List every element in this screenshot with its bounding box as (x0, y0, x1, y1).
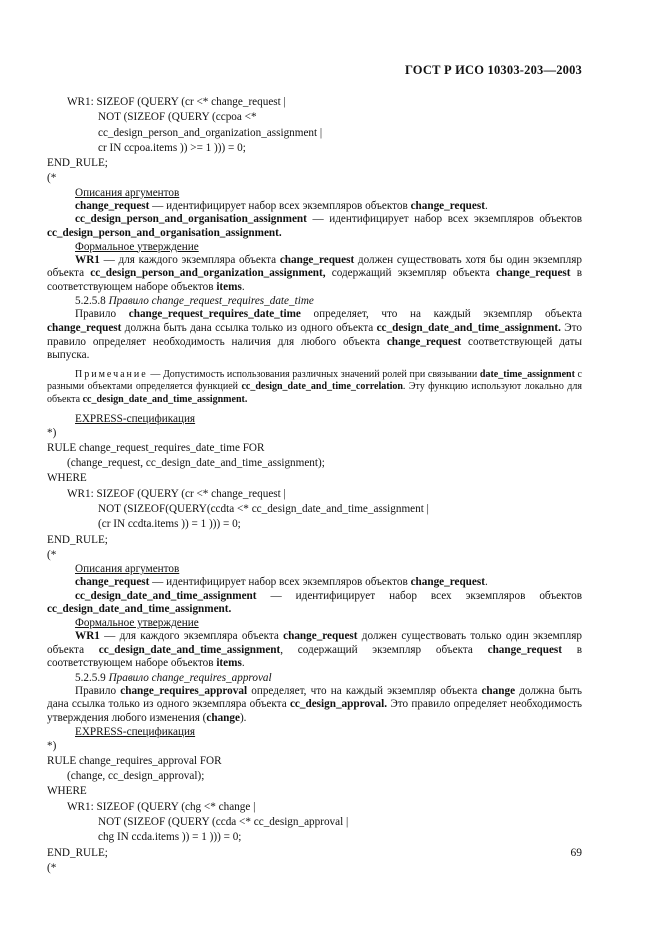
code-line: (* (47, 548, 57, 561)
section-heading: EXPRESS-спецификация (75, 725, 196, 738)
code-line: NOT (SIZEOF(QUERY(ccdta <* cc_design_date_and_time_assignment | (98, 502, 429, 515)
code-line: NOT (SIZEOF (QUERY (ccda <* cc_design_approval | (98, 816, 349, 828)
code-line: (* (47, 172, 57, 185)
code-line: WR1: SIZEOF (QUERY (cr <* change_request | (67, 487, 286, 500)
section-heading: Описания аргументов (75, 186, 180, 199)
code-line: END_RULE; (47, 157, 108, 170)
code-line: NOT (SIZEOF (QUERY (ccpoa <* (98, 111, 257, 124)
formal-statement: WR1 — для каждого экземпляра объекта change_request должен существовать хотя бы один экземпляр объекта cc_design_person_and_organization_assignment, содержащий экземпляр объекта change_request в соответствующем наборе объектов items. (47, 253, 582, 293)
argument-description: cc_design_person_and_organisation_assignment — идентифицирует набор всех экземпляров объектов cc_design_person_and_organisation_assignment. (47, 213, 582, 239)
section-heading: Формальное утверждение (75, 240, 199, 253)
note: Примечание — Допустимость использования различных значений ролей при связывании date_time_assignment с разными объектами определяется функцией cc_design_date_and_time_correlation. Эту функцию используют локально для объекта cc_design_date_and_time_assignment. (47, 368, 582, 405)
formal-statement: WR1 — для каждого экземпляра объекта change_request должен существовать только один экземпляр объекта cc_design_date_and_time_assignment, содержащий экземпляр объекта change_request в соответствующем наборе объектов items. (47, 629, 582, 670)
code-line: END_RULE; (47, 533, 108, 546)
code-line: WHERE (47, 472, 87, 485)
code-line: chg IN ccda.items )) = 1 ))) = 0; (98, 831, 242, 844)
code-line: (change, cc_design_approval); (67, 770, 205, 783)
code-line: *) (47, 739, 57, 752)
rule-paragraph: Правило change_request_requires_date_time определяет, что на каждый экземпляр объекта change_request должна быть дана ссылка только из одного объекта cc_design_date_and_time_assignment. Это правило определяет необходимость наличия для любого объекта change_request соответствующей даты выпуска. (47, 308, 582, 362)
code-line: WR1: SIZEOF (QUERY (cr <* change_request | (67, 96, 286, 108)
code-line: WR1: SIZEOF (QUERY (chg <* change | (67, 800, 256, 813)
code-line: END_RULE; (47, 846, 108, 859)
rule-paragraph: Правило change_requires_approval определяет, что на каждый экземпляр объекта change должна быть дана ссылка только из одного экземпляра объекта cc_design_approval. Это правило определяет необходимость утверждения любого изменения (change). (47, 684, 582, 724)
page-content (47, 95, 582, 876)
argument-description: cc_design_date_and_time_assignment — идентифицирует набор всех экземпляров объектов cc_design_date_and_time_assignment. (47, 589, 582, 616)
code-line: WHERE (47, 785, 87, 798)
section-heading: Описания аргументов (75, 563, 180, 576)
code-line: cr IN ccpoa.items )) >= 1 ))) = 0; (98, 141, 246, 154)
code-line: RULE change_request_requires_date_time FOR (47, 441, 265, 454)
section-heading: EXPRESS-спецификация (75, 412, 196, 425)
code-line: cc_design_person_and_organization_assignment | (98, 126, 323, 139)
argument-description: change_request — идентифицирует набор всех экземпляров объектов change_request. (75, 199, 488, 212)
document-header: ГОСТ Р ИСО 10303-203—2003 (404, 63, 582, 77)
code-line: *) (47, 426, 57, 439)
rule-title: 5.2.5.9 Правило change_requires_approval (75, 671, 272, 684)
rule-title: 5.2.5.8 Правило change_request_requires_date_time (75, 295, 314, 308)
code-line: (* (47, 861, 57, 874)
code-line: (cr IN ccdta.items )) = 1 ))) = 0; (98, 518, 241, 531)
section-heading: Формальное утверждение (75, 616, 199, 629)
page-number: 69 (570, 847, 582, 859)
code-line: RULE change_requires_approval FOR (47, 754, 222, 767)
argument-description: change_request — идентифицирует набор всех экземпляров объектов change_request. (75, 576, 488, 589)
code-line: (change_request, cc_design_date_and_time_assignment); (67, 457, 325, 470)
